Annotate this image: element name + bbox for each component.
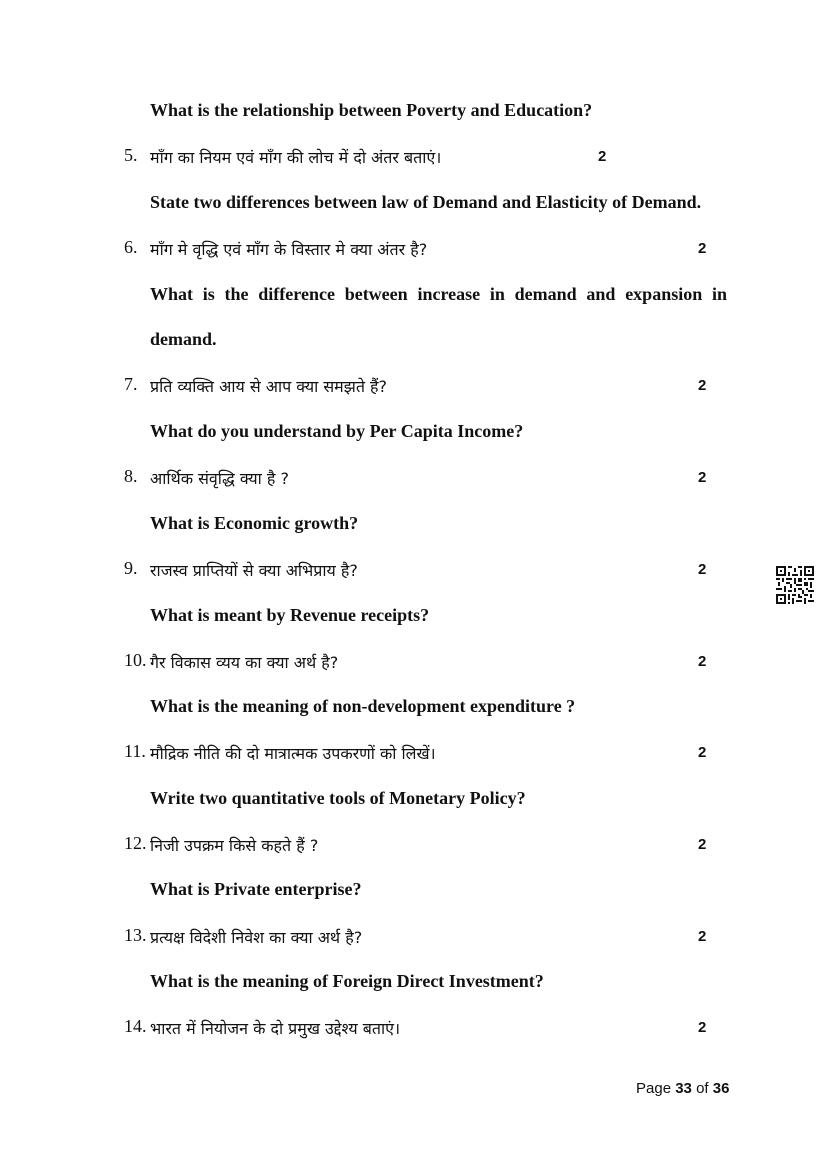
q12-number: 12. — [124, 833, 147, 853]
q6-marks: 2 — [698, 240, 707, 257]
q9-number: 9. — [124, 558, 138, 578]
q11-hindi-text: मौद्रिक नीति की दो मात्रात्मक उपकरणों को लिखें। — [150, 744, 436, 763]
q9-marks: 2 — [698, 561, 707, 578]
q6-english-line1-text: What is the difference between increase in demand and expansion in — [150, 284, 727, 304]
q8-marks: 2 — [698, 469, 707, 486]
q6-hindi-text: माँग मे वृद्धि एवं माँग के विस्तार मे क्या अंतर है? — [150, 240, 428, 259]
q9-hindi-text: राजस्व प्राप्तियों से क्या अभिप्राय है? — [150, 561, 358, 580]
q8-hindi-text: आर्थिक संवृद्धि क्या है ? — [150, 469, 289, 488]
qr-code-icon — [776, 566, 814, 604]
q10-hindi-text: गैर विकास व्यय का क्या अर्थ है? — [150, 653, 339, 672]
q5-hindi-text: माँग का नियम एवं माँग की लोच में दो अंतर बताएं। — [150, 148, 442, 167]
q11-english-text: Write two quantitative tools of Monetary Policy? — [150, 788, 526, 808]
q10-marks: 2 — [698, 653, 707, 670]
q5-number: 5. — [124, 145, 138, 165]
q10-english-text: What is the meaning of non-development expenditure ? — [150, 696, 576, 716]
q11-number: 11. — [124, 741, 146, 761]
q5-english-text: State two differences between law of Demand and Elasticity of Demand. — [150, 192, 702, 212]
page-number-footer — [636, 1080, 729, 1097]
of-label: of — [696, 1080, 709, 1097]
q6-english-line1 — [150, 284, 727, 305]
q10-number: 10. — [124, 650, 147, 670]
q5-marks: 2 — [598, 148, 607, 165]
q8-number: 8. — [124, 466, 138, 486]
q7-english-text: What do you understand by Per Capita Income? — [150, 421, 524, 441]
q11-marks: 2 — [698, 744, 707, 761]
total-pages-number: 36 — [712, 1080, 730, 1097]
q12-marks: 2 — [698, 836, 707, 853]
q7-marks: 2 — [698, 377, 707, 394]
q13-english-text: What is the meaning of Foreign Direct Investment? — [150, 971, 544, 991]
q4-english-text: What is the relationship between Poverty and Education? — [150, 100, 593, 120]
q13-marks: 2 — [698, 928, 707, 945]
q12-hindi-text: निजी उपक्रम किसे कहते हैं ? — [150, 836, 319, 855]
q14-marks: 2 — [698, 1019, 707, 1036]
q12-english-text: What is Private enterprise? — [150, 879, 362, 899]
q13-hindi-text: प्रत्यक्ष विदेशी निवेश का क्या अर्थ है? — [150, 928, 363, 947]
q6-english-line2: demand. — [150, 329, 217, 349]
q14-hindi-text: भारत में नियोजन के दो प्रमुख उद्देश्य बताएं। — [150, 1019, 401, 1038]
page-label: Page — [636, 1080, 672, 1097]
q6-number: 6. — [124, 237, 138, 257]
q14-number: 14. — [124, 1016, 147, 1036]
q13-number: 13. — [124, 925, 147, 945]
q7-number: 7. — [124, 374, 138, 394]
q8-english-text: What is Economic growth? — [150, 513, 359, 533]
q9-english-text: What is meant by Revenue receipts? — [150, 605, 430, 625]
q7-hindi-text: प्रति व्यक्ति आय से आप क्या समझते हैं? — [150, 377, 388, 396]
current-page-number: 33 — [675, 1080, 692, 1097]
